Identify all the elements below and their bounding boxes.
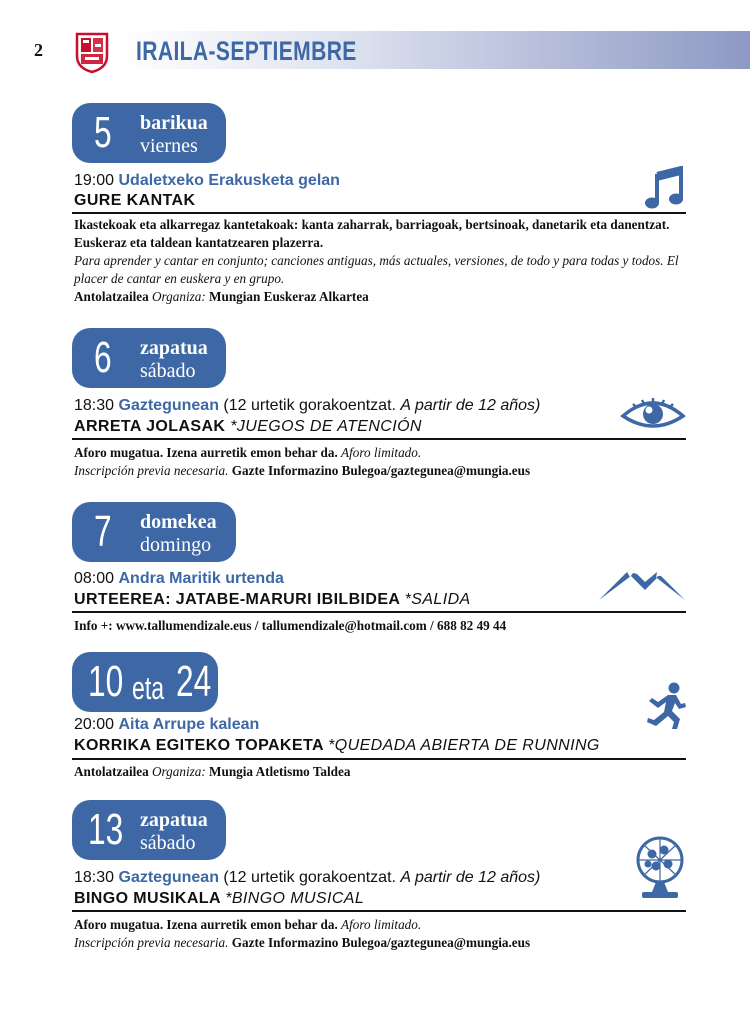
day-number: 13 <box>88 805 124 854</box>
event-location: Gaztegunean <box>118 397 219 414</box>
day-number: 5 <box>94 108 112 157</box>
event-title: URTEEREA: JATABE-MARURI IBILBIDEA *SALIDA <box>74 591 471 608</box>
page-title: IRAILA-SEPTIEMBRE <box>136 36 357 66</box>
age-note-eu: (12 urtetik gorakoentzat. <box>223 869 396 886</box>
page-number: 2 <box>34 40 43 60</box>
divider <box>72 611 686 613</box>
event-time-location <box>74 716 259 734</box>
event-time: 18:30 <box>74 397 115 414</box>
organizer: Antolatzailea Organiza: Mungia Atletismo Taldea <box>74 764 351 779</box>
mountain-icon <box>597 564 687 602</box>
day-number-a: 10 <box>88 657 124 706</box>
day-name-eu: zapatua <box>140 337 208 359</box>
date-badge <box>72 652 218 712</box>
organizer: Antolatzailea Organiza: Mungian Euskeraz Alkartea <box>74 289 369 304</box>
divider <box>72 758 686 760</box>
event-title: GURE KANTAK <box>74 192 196 209</box>
event-location: Gaztegunean <box>118 869 219 886</box>
day-name-es: sábado <box>140 360 196 382</box>
capacity-note: Aforo mugatua. Izena aurretik emon behar da. Aforo limitado. <box>74 917 422 932</box>
day-name-eu: zapatua <box>140 809 208 831</box>
date-badge <box>72 103 226 163</box>
age-note-es: A partir de 12 años) <box>400 397 541 414</box>
event-time: 08:00 <box>74 570 115 587</box>
event-title: BINGO MUSIKALA *BINGO MUSICAL <box>74 890 365 907</box>
contact-info: Info +: www.tallumendizale.eus / tallumendizale@hotmail.com / 688 82 49 44 <box>74 618 507 633</box>
event-location: Aita Arrupe kalean <box>118 716 260 733</box>
registration-note: Inscripción previa necesaria. Gazte Informazino Bulegoa/gaztegunea@mungia.eus <box>74 463 531 478</box>
event-location: Udaletxeko Erakusketa gelan <box>118 172 340 189</box>
event-title: ARRETA JOLASAK *JUEGOS DE ATENCIÓN <box>74 418 422 435</box>
event-description <box>74 763 686 781</box>
runner-icon <box>644 682 688 730</box>
registration-note: Inscripción previa necesaria. Gazte Informazino Bulegoa/gaztegunea@mungia.eus <box>74 935 531 950</box>
music-note-icon <box>645 166 685 210</box>
date-badge <box>72 502 236 562</box>
event-title: KORRIKA EGITEKO TOPAKETA *QUEDADA ABIERTA DE RUNNING <box>74 737 600 754</box>
event-location: Andra Maritik urtenda <box>118 570 284 587</box>
event-time-location <box>74 869 540 887</box>
capacity-note: Aforo mugatua. Izena aurretik emon behar da. Aforo limitado. <box>74 445 422 460</box>
day-number: 6 <box>94 333 112 382</box>
coat-of-arms-icon <box>74 30 110 74</box>
day-connector: eta <box>132 670 165 706</box>
desc-es: Para aprender y cantar en conjunto; canciones antiguas, más actuales, versiones, de todo y para todas y todos. El placer de cantar en euskera y en grupo. <box>74 253 679 286</box>
event-time: 19:00 <box>74 172 115 189</box>
day-name-es: domingo <box>140 534 212 556</box>
event-time: 18:30 <box>74 869 115 886</box>
day-number-b: 24 <box>176 657 212 706</box>
event-description <box>74 916 686 952</box>
day-name-eu: barikua <box>140 112 208 134</box>
divider <box>72 438 686 440</box>
event-time-location <box>74 570 284 588</box>
eye-icon <box>620 396 686 432</box>
divider <box>72 212 686 214</box>
age-note-es: A partir de 12 años) <box>400 869 541 886</box>
divider <box>72 910 686 912</box>
date-badge <box>72 328 226 388</box>
bingo-drum-icon <box>634 834 686 904</box>
day-name-es: viernes <box>140 135 198 157</box>
event-time: 20:00 <box>74 716 115 733</box>
day-name-es: sábado <box>140 832 196 854</box>
event-description <box>74 216 686 306</box>
event-time-location <box>74 172 340 190</box>
event-time-location <box>74 397 540 415</box>
event-description <box>74 444 686 480</box>
day-name-eu: domekea <box>140 511 217 533</box>
desc-eu: Ikastekoak eta alkarregaz kantetakoak: kanta zaharrak, barriagoak, bertsinoak, danetarik eta danentzat. Euskeraz eta taldean kantatzearen plazerra. <box>74 217 670 250</box>
date-badge <box>72 800 226 860</box>
event-info <box>74 617 686 635</box>
day-number: 7 <box>94 507 112 556</box>
age-note-eu: (12 urtetik gorakoentzat. <box>223 397 396 414</box>
